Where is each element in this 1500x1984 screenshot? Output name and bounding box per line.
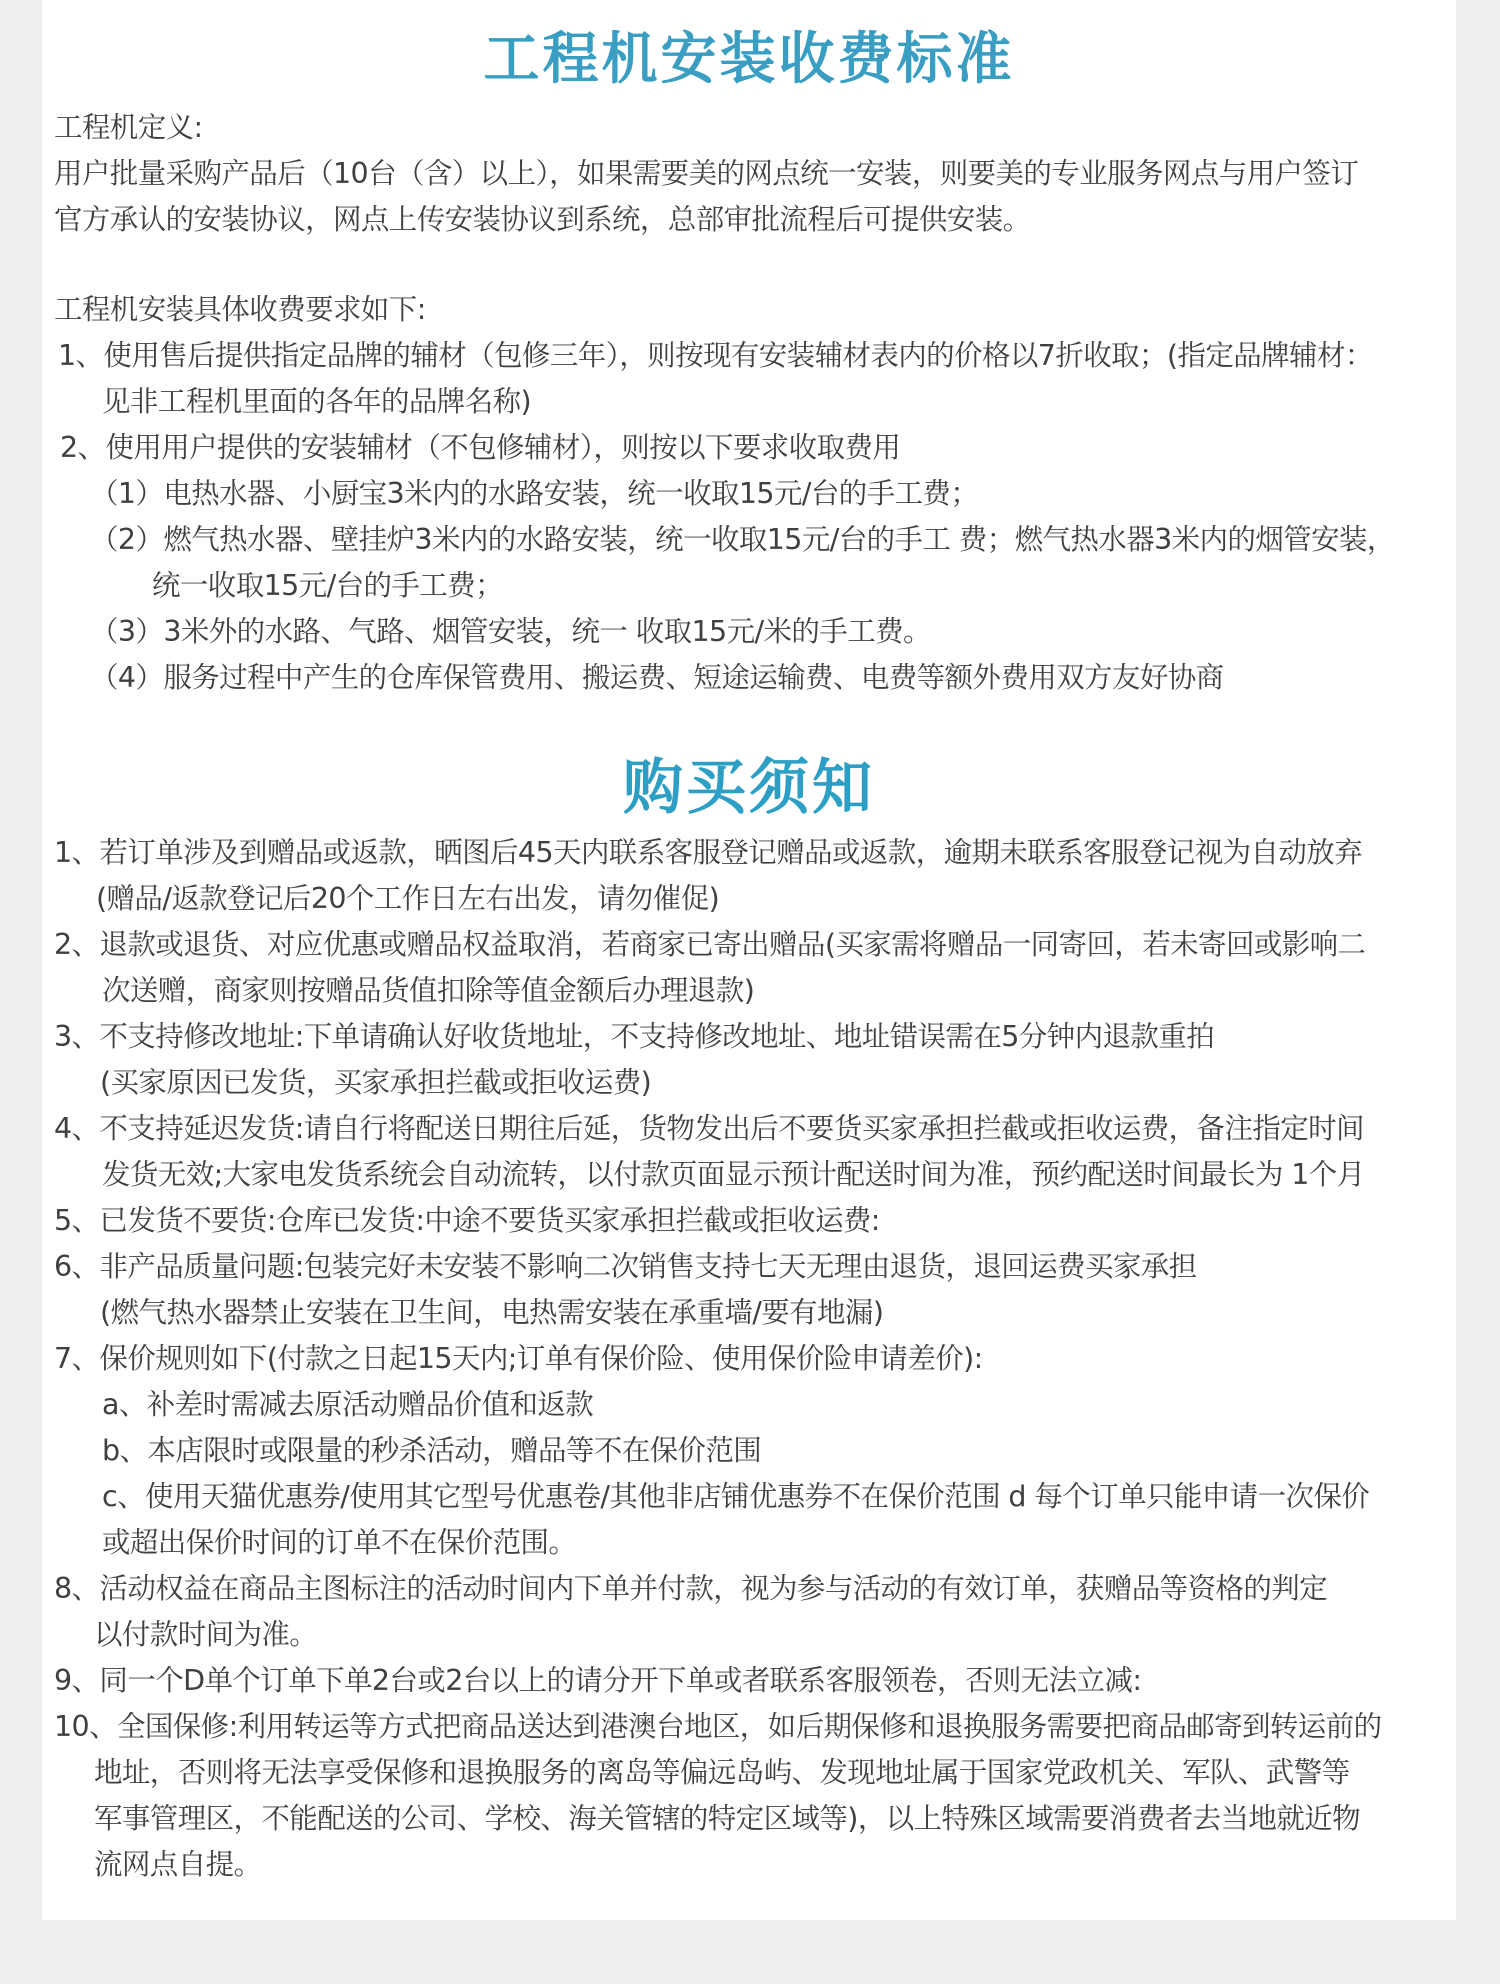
notice-item-3: 3、不支持修改地址:下单请确认好收货地址，不支持修改地址、地址错误需在5分钟内退款重拍 <box>54 1020 1215 1053</box>
notice-item-8-continued: 以付款时间为准。 <box>94 1618 318 1651</box>
notice-item-7-b: b、本店限时或限量的秒杀活动，赠品等不在保价范围 <box>102 1434 762 1467</box>
fee-subitem-1: （1）电热水器、小厨宝3米内的水路安装，统一收取15元/台的手工费； <box>90 477 979 510</box>
definition-label: 工程机定义: <box>54 111 203 144</box>
fee-subitem-3: （3）3米外的水路、气路、烟管安装，统一 收取15元/米的手工费。 <box>90 615 931 648</box>
definition-text-line: 官方承认的安装协议，网点上传安装协议到系统，总部审批流程后可提供安装。 <box>54 203 1031 236</box>
notice-item-3-continued: (买家原因已发货，买家承担拦截或拒收运费) <box>100 1066 652 1099</box>
notice-item-5: 5、已发货不要货:仓库已发货:中途不要货买家承担拦截或拒收运费: <box>54 1204 880 1237</box>
fee-subitem-4: （4）服务过程中产生的仓库保管费用、搬运费、短途运输费、电费等额外费用双方友好协商 <box>90 661 1224 694</box>
notice-item-7: 7、保价规则如下(付款之日起15天内;订单有保价险、使用保价险申请差价): <box>54 1342 983 1375</box>
notice-item-10: 10、全国保修:利用转运等方式把商品送达到港澳台地区，如后期保修和退换服务需要把商品邮寄到转运前的 <box>54 1710 1382 1743</box>
notice-item-10-continued: 流网点自提。 <box>94 1848 262 1881</box>
notice-item-4-continued: 发货无效;大家电发货系统会自动流转，以付款页面显示预计配送时间为准，预约配送时间最长为 1个月 <box>102 1158 1365 1191</box>
requirements-label: 工程机安装具体收费要求如下: <box>54 293 426 326</box>
notice-item-1-continued: (赠品/返款登记后20个工作日左右出发，请勿催促) <box>96 882 720 915</box>
notice-item-9: 9、同一个D单个订单下单2台或2台以上的请分开下单或者联系客服领卷，否则无法立减: <box>54 1664 1142 1697</box>
purchase-notice-title: 购买须知 <box>623 753 875 823</box>
notice-item-7-c-continued: 或超出保价时间的订单不在保价范围。 <box>102 1526 577 1559</box>
notice-item-6-continued: (燃气热水器禁止安装在卫生间，电热需安装在承重墙/要有地漏) <box>100 1296 884 1329</box>
notice-item-10-continued: 地址，否则将无法享受保修和退换服务的离岛等偏远岛屿、发现地址属于国家党政机关、军队、武警等 <box>94 1756 1350 1789</box>
fee-subitem-2: （2）燃气热水器、壁挂炉3米内的水路安装，统一收取15元/台的手工 费；燃气热水器3米内的烟管安装， <box>90 523 1395 556</box>
notice-item-2: 2、退款或退货、对应优惠或赠品权益取消，若商家已寄出赠品(买家需将赠品一同寄回，若未寄回或影响二 <box>54 928 1366 961</box>
notice-item-8: 8、活动权益在商品主图标注的活动时间内下单并付款，视为参与活动的有效订单，获赠品等资格的判定 <box>54 1572 1328 1605</box>
notice-item-4: 4、不支持延迟发货:请自行将配送日期往后延，货物发出后不要货买家承担拦截或拒收运费，备注指定时间 <box>54 1112 1364 1145</box>
notice-item-6: 6、非产品质量问题:包装完好未安装不影响二次销售支持七天无理由退货，退回运费买家承担 <box>54 1250 1197 1283</box>
fee-item-1: 1、使用售后提供指定品牌的辅材（包修三年），则按现有安装辅材表内的价格以7折收取；(指定品牌辅材： <box>58 339 1373 372</box>
notice-card <box>42 0 1456 1920</box>
notice-item-7-a: a、补差时需减去原活动赠品价值和返款 <box>102 1388 594 1421</box>
notice-item-10-continued: 军事管理区，不能配送的公司、学校、海关管辖的特定区域等)，以上特殊区域需要消费者去当地就近物 <box>94 1802 1361 1835</box>
fee-item-2: 2、使用用户提供的安装辅材（不包修辅材），则按以下要求收取费用 <box>60 431 901 464</box>
fee-item-1-continued: 见非工程机里面的各年的品牌名称) <box>102 385 532 418</box>
fee-subitem-2-continued: 统一收取15元/台的手工费； <box>152 569 503 602</box>
notice-item-7-c: c、使用天猫优惠券/使用其它型号优惠卷/其他非店铺优惠券不在保价范围 d 每个订单只能申请一次保价 <box>102 1480 1370 1513</box>
notice-item-1: 1、若订单涉及到赠品或返款，晒图后45天内联系客服登记赠品或返款，逾期未联系客服登记视为自动放弃 <box>54 836 1363 869</box>
definition-text-line: 用户批量采购产品后（10台（含）以上），如果需要美的网点统一安装，则要美的专业服务网点与用户签订 <box>54 157 1359 190</box>
installation-fee-title: 工程机安装收费标准 <box>483 27 1015 92</box>
notice-item-2-continued: 次送赠，商家则按赠品货值扣除等值金额后办理退款) <box>102 974 755 1007</box>
